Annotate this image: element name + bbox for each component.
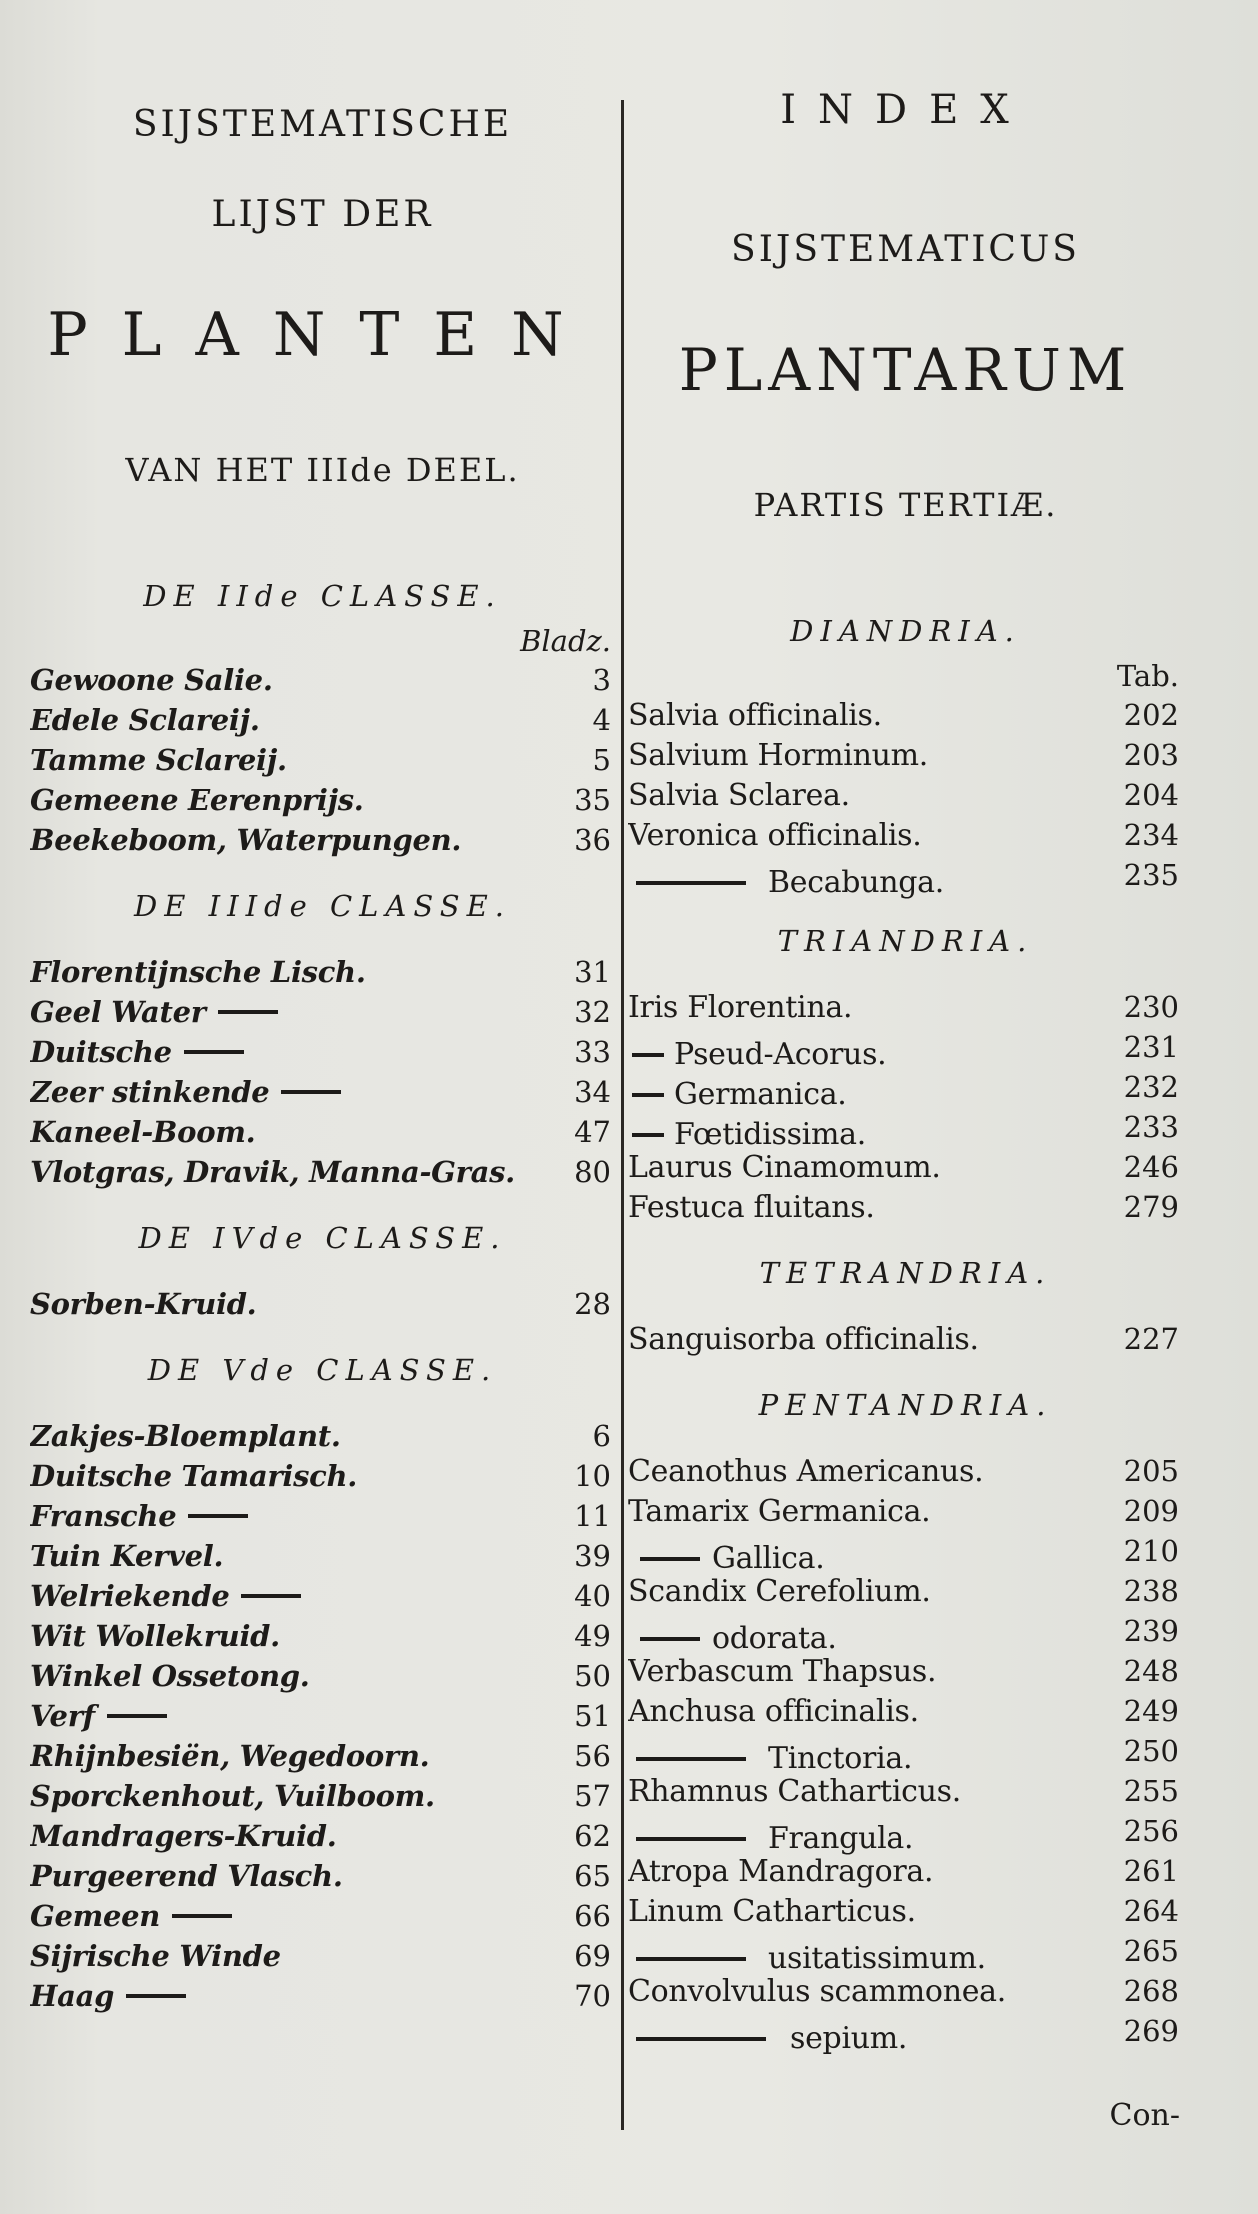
index-entry (30, 780, 615, 820)
entry-name (30, 1856, 551, 1896)
right-section (628, 1247, 1183, 1359)
ditto-dash (172, 1914, 232, 1918)
page-number: 80 (574, 1155, 611, 1189)
entry-name (30, 1496, 551, 1536)
left-section (30, 880, 615, 1192)
ditto-dash (636, 881, 746, 885)
index-entry (30, 1072, 615, 1112)
entry-label: Gallica. (712, 1541, 825, 1576)
index-entry (628, 1891, 1183, 1931)
index-entry (628, 1771, 1183, 1811)
index-entry (628, 1971, 1183, 2011)
entry-label: Salvia officinalis. (628, 698, 882, 733)
plate-number: 210 (1123, 1534, 1179, 1568)
entry-name (628, 736, 1119, 776)
left-title-sub: VAN HET IIIde DEEL. (125, 451, 520, 489)
entry-name (628, 1035, 1119, 1075)
entry-name (30, 1536, 551, 1576)
plate-number: 202 (1123, 698, 1179, 732)
entry-name (30, 1072, 551, 1112)
entry-label: Sorben-Kruid. (30, 1287, 257, 1321)
entry-name (628, 1452, 1119, 1492)
entry-label: Mandragers-Kruid. (30, 1819, 337, 1853)
entry-label: Tamarix Germanica. (628, 1494, 931, 1529)
ditto-dash (632, 1133, 664, 1137)
plate-number: 205 (1123, 1454, 1179, 1488)
entry-name (628, 696, 1119, 736)
page-number: 47 (574, 1115, 611, 1149)
entry-name (628, 776, 1119, 816)
entry-label: Winkel Ossetong. (30, 1659, 310, 1693)
entry-label: Laurus Cinamomum. (628, 1150, 941, 1185)
page-number: 56 (574, 1739, 611, 1773)
index-entry (628, 1851, 1183, 1891)
section-title: PENTANDRIA. (758, 1388, 1053, 1422)
entry-label: odorata. (712, 1621, 837, 1656)
entry-name (628, 1075, 1119, 1115)
entry-label: Sanguisorba officinalis. (628, 1322, 979, 1357)
latin-column (628, 87, 1183, 2056)
entry-name (30, 952, 551, 992)
entry-label: Veronica officinalis. (628, 818, 922, 853)
entry-label: Rhamnus Catharticus. (628, 1774, 961, 1809)
page-number: 6 (592, 1419, 611, 1453)
ditto-dash (636, 1837, 746, 1841)
index-entry (30, 1032, 615, 1072)
ditto-dash (241, 1594, 301, 1598)
entry-name (628, 1148, 1119, 1188)
right-section (628, 605, 1183, 900)
entry-name (30, 1616, 551, 1656)
entry-name (628, 988, 1119, 1028)
entry-name (30, 1576, 551, 1616)
plate-number: 231 (1123, 1030, 1179, 1064)
left-title-line-1: SIJSTEMATISCHE (132, 104, 513, 145)
plate-number: 235 (1123, 858, 1179, 892)
right-title-line-1: INDEX (780, 87, 1031, 133)
entry-label: Rhijnbesiën, Wegedoorn. (30, 1739, 430, 1773)
entry-label: Linum Catharticus. (628, 1894, 916, 1929)
entry-label: Zeer stinkende (30, 1075, 270, 1109)
page-number: 51 (574, 1699, 611, 1733)
entry-name (628, 1188, 1119, 1228)
entry-label: Purgeerend Vlasch. (30, 1859, 343, 1893)
entry-label: Salvium Horminum. (628, 738, 929, 773)
ditto-dash (184, 1050, 244, 1054)
index-entry (628, 1531, 1183, 1576)
index-entry (30, 1776, 615, 1816)
entry-label: Tamme Sclareij. (30, 743, 287, 777)
index-entry (30, 1112, 615, 1152)
entry-label: Tuin Kervel. (30, 1539, 224, 1573)
entry-name (30, 700, 551, 740)
entry-label: Fransche (30, 1499, 177, 1533)
dutch-column (30, 95, 615, 2016)
page-number: 62 (574, 1819, 611, 1853)
entry-name (30, 1112, 551, 1152)
entry-label: Ceanothus Americanus. (628, 1454, 984, 1489)
entry-name (30, 1284, 551, 1324)
entry-name (30, 780, 551, 820)
index-entry (628, 1651, 1183, 1691)
entry-label: Edele Sclareij. (30, 703, 260, 737)
entry-name (30, 1152, 551, 1192)
plate-number: 234 (1123, 818, 1179, 852)
entry-name (628, 863, 1119, 903)
plate-number: 268 (1123, 1974, 1179, 2008)
entry-label: Duitsche Tamarisch. (30, 1459, 358, 1493)
index-entry (30, 992, 615, 1032)
index-entry (30, 1496, 615, 1536)
page-number: 28 (574, 1287, 611, 1321)
page-number: 4 (592, 703, 611, 737)
page-number: 50 (574, 1659, 611, 1693)
index-entry (628, 1731, 1183, 1776)
index-entry (30, 952, 615, 992)
entry-name (30, 992, 551, 1032)
index-entry (628, 1027, 1183, 1072)
entry-name (628, 1772, 1119, 1812)
section-title: DE IVde CLASSE. (138, 1221, 507, 1255)
index-entry (628, 1571, 1183, 1611)
page-number: 35 (574, 783, 611, 817)
entry-label: Florentijnsche Lisch. (30, 955, 366, 989)
entry-name (628, 1972, 1119, 2012)
entry-name (628, 1320, 1119, 1360)
plate-number: 248 (1123, 1654, 1179, 1688)
plate-number: 227 (1123, 1322, 1179, 1356)
ditto-dash (636, 2037, 766, 2041)
plate-number: 279 (1123, 1190, 1179, 1224)
entry-label: Wit Wollekruid. (30, 1619, 280, 1653)
plate-number: 261 (1123, 1854, 1179, 1888)
section-title: TETRANDRIA. (759, 1256, 1052, 1290)
entry-name (628, 1652, 1119, 1692)
index-entry (628, 815, 1183, 855)
right-title-sub: PARTIS TERTIÆ. (753, 486, 1058, 524)
index-entry (30, 1152, 615, 1192)
plate-number: 246 (1123, 1150, 1179, 1184)
page-number: 11 (574, 1499, 611, 1533)
page-number: 5 (592, 743, 611, 777)
entry-name (30, 1696, 551, 1736)
index-entry (628, 695, 1183, 735)
plate-number: 204 (1123, 778, 1179, 812)
plate-number: 249 (1123, 1694, 1179, 1728)
entry-label: Germanica. (674, 1077, 847, 1112)
ditto-dash (636, 1757, 746, 1761)
entry-label: Tinctoria. (768, 1741, 913, 1776)
index-entry (30, 1456, 615, 1496)
entry-name (30, 1736, 551, 1776)
left-section (30, 570, 615, 860)
entry-name (628, 816, 1119, 856)
index-entry (30, 1856, 615, 1896)
plate-number: 239 (1123, 1614, 1179, 1648)
index-entry (30, 660, 615, 700)
entry-name (30, 1896, 551, 1936)
page-number: 66 (574, 1899, 611, 1933)
right-title-line-2: SIJSTEMATICUS (731, 229, 1080, 270)
page-column-head: Bladz. (520, 624, 611, 658)
page-number: 36 (574, 823, 611, 857)
entry-label: Geel Water (30, 995, 206, 1029)
plate-number: 232 (1123, 1070, 1179, 1104)
page-number: 33 (574, 1035, 611, 1069)
entry-label: Salvia Sclarea. (628, 778, 850, 813)
entry-name (30, 1656, 551, 1696)
entry-label: Atropa Mandragora. (628, 1854, 934, 1889)
index-entry (628, 1611, 1183, 1656)
entry-name (30, 740, 551, 780)
section-title: DE Vde CLASSE. (147, 1353, 498, 1387)
page-number: 40 (574, 1579, 611, 1613)
index-entry (30, 1536, 615, 1576)
entry-name (30, 1816, 551, 1856)
index-entry (628, 1691, 1183, 1731)
index-entry (628, 1491, 1183, 1531)
ditto-dash (126, 1994, 186, 1998)
entry-name (30, 660, 551, 700)
right-section (628, 1379, 1183, 2056)
entry-name (30, 1976, 551, 2016)
entry-label: Haag (30, 1979, 115, 2013)
ditto-dash (640, 1637, 700, 1641)
entry-label: Gemeene Eerenprijs. (30, 783, 364, 817)
index-entry (628, 775, 1183, 815)
ditto-dash (632, 1053, 664, 1057)
page-number: 39 (574, 1539, 611, 1573)
section-title: DIANDRIA. (790, 614, 1021, 648)
index-entry (30, 1656, 615, 1696)
entry-label: Kaneel-Boom. (30, 1115, 256, 1149)
index-entry (628, 735, 1183, 775)
index-entry (30, 1284, 615, 1324)
index-entry (628, 1811, 1183, 1856)
page-number: 69 (574, 1939, 611, 1973)
right-section (628, 915, 1183, 1227)
index-entry (30, 1696, 615, 1736)
entry-label: Gewoone Salie. (30, 663, 273, 697)
left-section (30, 1344, 615, 2016)
page-number: 3 (592, 663, 611, 697)
entry-label: Duitsche (30, 1035, 172, 1069)
entry-name (628, 1572, 1119, 1612)
index-entry (30, 820, 615, 860)
entry-label: Anchusa officinalis. (628, 1694, 919, 1729)
plate-number: 209 (1123, 1494, 1179, 1528)
plate-number: 233 (1123, 1110, 1179, 1144)
entry-name (30, 1416, 551, 1456)
ditto-dash (218, 1010, 278, 1014)
index-entry (30, 1576, 615, 1616)
ditto-dash (636, 1957, 746, 1961)
page-number: 57 (574, 1779, 611, 1813)
index-entry (30, 1416, 615, 1456)
plate-number: 269 (1123, 2014, 1179, 2048)
entry-label: Sporckenhout, Vuilboom. (30, 1779, 435, 1813)
entry-name (628, 1892, 1119, 1932)
entry-name (30, 820, 551, 860)
page-number: 70 (574, 1979, 611, 2013)
page-number: 32 (574, 995, 611, 1029)
index-entry (30, 1976, 615, 2016)
entry-label: Festuca fluitans. (628, 1190, 875, 1225)
index-entry (628, 2011, 1183, 2056)
index-entry (628, 987, 1183, 1027)
entry-label: Iris Florentina. (628, 990, 853, 1025)
right-title-main: PLANTARUM (678, 336, 1133, 404)
plate-number: 238 (1123, 1574, 1179, 1608)
entry-label: Beekeboom, Waterpungen. (30, 823, 462, 857)
plate-number: 230 (1123, 990, 1179, 1024)
entry-label: Fœtidissima. (674, 1117, 866, 1152)
catchword: Con- (1109, 2098, 1180, 2133)
index-entry (628, 1187, 1183, 1227)
index-entry (30, 740, 615, 780)
index-entry (628, 1147, 1183, 1187)
entry-name (30, 1776, 551, 1816)
plate-number: 255 (1123, 1774, 1179, 1808)
index-entry (628, 1451, 1183, 1491)
index-entry (30, 1936, 615, 1976)
entry-label: sepium. (790, 2021, 908, 2056)
entry-name (628, 2019, 1119, 2059)
entry-label: Pseud-Acorus. (674, 1037, 887, 1072)
plate-number: 264 (1123, 1894, 1179, 1928)
ditto-dash (281, 1090, 341, 1094)
entry-label: Zakjes-Bloemplant. (30, 1419, 341, 1453)
entry-label: Vlotgras, Dravik, Manna-Gras. (30, 1155, 515, 1189)
entry-name (628, 1852, 1119, 1892)
entry-label: Convolvulus scammonea. (628, 1974, 1006, 2009)
index-entry (628, 1931, 1183, 1976)
plate-number: 250 (1123, 1734, 1179, 1768)
entry-label: Verf (30, 1699, 95, 1733)
page-number: 49 (574, 1619, 611, 1653)
section-title: DE IIIde CLASSE. (134, 889, 511, 923)
index-entry (30, 700, 615, 740)
column-divider (621, 100, 624, 2130)
index-entry (30, 1616, 615, 1656)
entry-label: Becabunga. (768, 865, 944, 900)
section-title: TRIANDRIA. (777, 924, 1034, 958)
index-entry (30, 1896, 615, 1936)
entry-label: Gemeen (30, 1899, 161, 1933)
plate-number: 265 (1123, 1934, 1179, 1968)
page-number: 34 (574, 1075, 611, 1109)
ditto-dash (188, 1514, 248, 1518)
entry-label: Frangula. (768, 1821, 914, 1856)
page-number: 31 (574, 955, 611, 989)
entry-name (30, 1456, 551, 1496)
entry-label: Scandix Cerefolium. (628, 1574, 931, 1609)
entry-label: usitatissimum. (768, 1941, 986, 1976)
page-number: 65 (574, 1859, 611, 1893)
index-entry (30, 1736, 615, 1776)
index-entry (30, 1816, 615, 1856)
ditto-dash (107, 1714, 167, 1718)
ditto-dash (632, 1093, 664, 1097)
left-title-line-2: LIJST DER (211, 194, 434, 235)
entry-name (628, 1492, 1119, 1532)
table-column-head: Tab. (1116, 659, 1179, 693)
plate-number: 256 (1123, 1814, 1179, 1848)
entry-name (30, 1936, 551, 1976)
ditto-dash (640, 1557, 700, 1561)
entry-label: Welriekende (30, 1579, 230, 1613)
left-section (30, 1212, 615, 1324)
section-title: DE IIde CLASSE. (143, 579, 502, 613)
entry-label: Verbascum Thapsus. (628, 1654, 937, 1689)
index-entry (628, 1319, 1183, 1359)
plate-number: 203 (1123, 738, 1179, 772)
page-number: 10 (574, 1459, 611, 1493)
left-title-main: PLANTEN (47, 300, 598, 370)
entry-name (628, 1692, 1119, 1732)
entry-name (30, 1032, 551, 1072)
entry-label: Sijrische Winde (30, 1939, 281, 1973)
index-entry (628, 855, 1183, 900)
